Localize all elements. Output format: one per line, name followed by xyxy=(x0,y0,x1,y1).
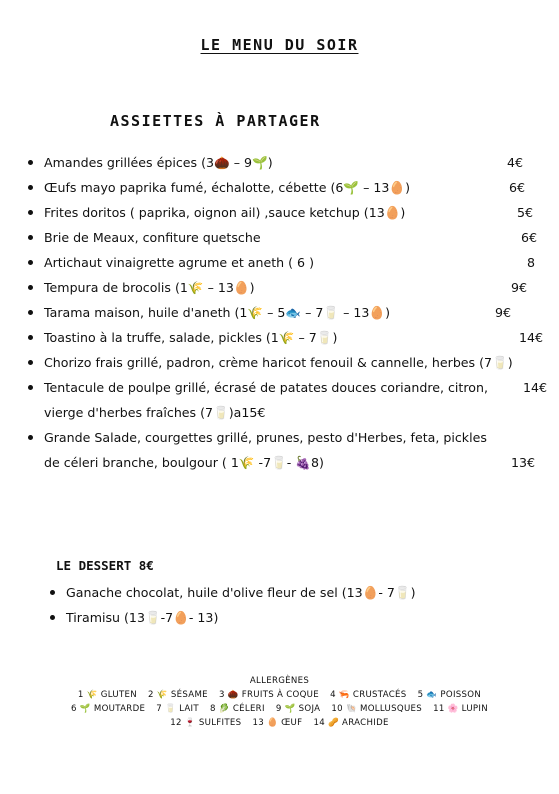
allergen-item: 4 🦐 CRUSTACÉS xyxy=(330,690,407,700)
menu-item-text: Chorizo frais grillé, padron, crème haricot fenouil & cannelle, herbes (7🥛) xyxy=(44,355,513,370)
menu-item xyxy=(22,300,547,325)
allergens-row xyxy=(0,702,559,716)
menu-item xyxy=(22,225,547,250)
menu-item-price: 14€ xyxy=(518,330,543,345)
menu-item-price: 14€ xyxy=(522,380,547,395)
menu-item-text: Œufs mayo paprika fumé, échalotte, cébette (6🌱 – 13🥚) xyxy=(44,180,410,195)
allergen-item: 10 🐚 MOLLUSQUES xyxy=(331,704,423,714)
dessert-item: Ganache chocolat, huile d'olive fleur de sel (13🥚- 7🥛) xyxy=(44,580,415,605)
menu-item xyxy=(22,325,547,350)
allergens-heading: ALLERGÈNES xyxy=(249,676,310,686)
menu-item-price: 8 xyxy=(526,255,535,270)
dessert-title: LE DESSERT 8€ xyxy=(56,558,154,573)
allergen-item: 6 🌱 MOUTARDE xyxy=(71,704,146,714)
menu-item xyxy=(22,200,547,225)
allergen-item: 2 🌾 SÉSAME xyxy=(148,690,208,700)
menu-item xyxy=(22,250,547,275)
menu-item-text: Brie de Meaux, confiture quetsche xyxy=(44,230,261,245)
allergen-item: 13 🥚 ŒUF xyxy=(252,718,303,728)
menu-item-price: 5€ xyxy=(516,205,533,220)
menu-item xyxy=(22,350,547,395)
allergen-item: 7 🥛 LAIT xyxy=(156,704,199,714)
allergen-item: 8 🥬 CÉLERI xyxy=(210,704,265,714)
menu-item-price: 9€ xyxy=(494,305,511,320)
page-title: LE MENU DU SOIR xyxy=(200,36,359,54)
menu-item xyxy=(22,150,547,175)
menu-item-text: Tempura de brocolis (1🌾 – 13🥚) xyxy=(44,280,255,295)
menu-item-text: Tarama maison, huile d'aneth (1🌾 – 5🐟 – 7🥛 – 13🥚) xyxy=(44,305,391,320)
menu-item-price: 13€ xyxy=(510,455,535,470)
allergen-item: 9 🌱 SOJA xyxy=(275,704,321,714)
dessert-item: Tiramisu (13🥛-7🥚- 13) xyxy=(44,605,415,630)
dessert-list xyxy=(44,580,415,630)
menu-item-text: Toastino à la truffe, salade, pickles (1🌾 – 7🥛) xyxy=(44,330,338,345)
menu-item-text: Amandes grillées épices (3🌰 – 9🌱) xyxy=(44,155,273,170)
allergens-row xyxy=(0,688,559,702)
allergen-item: 14 🥜 ARACHIDE xyxy=(313,718,389,728)
menu-item-text: Artichaut vinaigrette agrume et aneth ( 6 ) xyxy=(44,255,314,270)
menu-list xyxy=(22,150,547,475)
menu-item xyxy=(22,275,547,300)
allergen-item: 1 🌾 GLUTEN xyxy=(77,690,137,700)
allergen-item: 5 🐟 POISSON xyxy=(417,690,482,700)
menu-item-price: 6€ xyxy=(520,230,537,245)
menu-item xyxy=(22,425,547,475)
allergen-item: 12 🍷 SULFITES xyxy=(170,718,242,728)
menu-item-text: Tentacule de poulpe grillé, écrasé de patates douces coriandre, citron, vierge d'herbes fraîches (7🥛)a15€ xyxy=(44,380,488,420)
menu-item-price: 6€ xyxy=(508,180,525,195)
allergen-item: 11 🌸 LUPIN xyxy=(433,704,488,714)
allergens-row xyxy=(0,716,559,730)
menu-item-text: Grande Salade, courgettes grillé, prunes, pesto d'Herbes, feta, pickles de céleri branche, boulgour ( 1🌾 -7🥛- 🍇8) xyxy=(44,430,487,470)
menu-item xyxy=(22,175,547,200)
section-title-assiettes: ASSIETTES À PARTAGER xyxy=(110,112,321,130)
allergens-legend xyxy=(0,674,559,730)
menu-item-price: 4€ xyxy=(506,155,523,170)
menu-item xyxy=(22,375,547,425)
allergen-item: 3 🌰 FRUITS À COQUE xyxy=(218,690,320,700)
menu-item-text: Frites doritos ( paprika, oignon ail) ,sauce ketchup (13🥚) xyxy=(44,205,406,220)
menu-item-price: 9€ xyxy=(510,280,527,295)
